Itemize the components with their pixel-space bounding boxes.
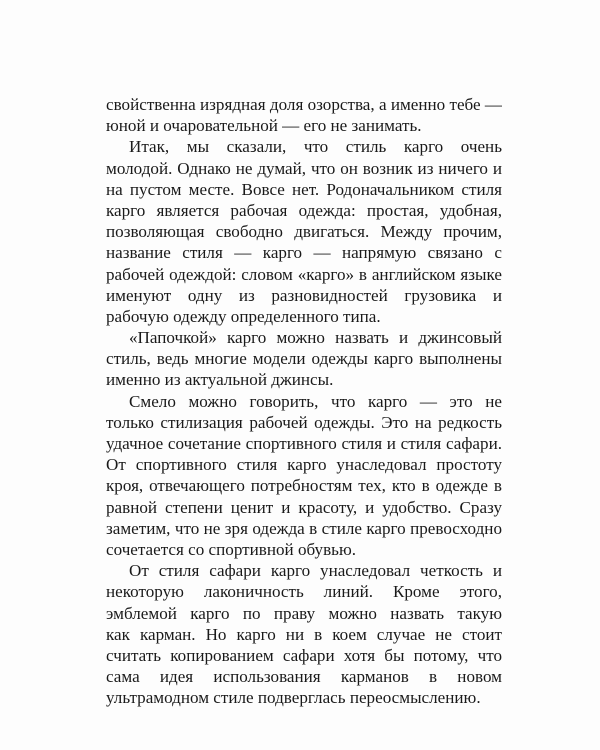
text-line: именуют одну из разновидностей грузовика и — [106, 285, 502, 305]
text-line: сочетается со спортивной обувью. — [106, 539, 356, 559]
text-line: ультрамодном стиле подверглась переосмыслению. — [106, 688, 481, 708]
text-line: «Папочкой» карго можно назвать и джинсовый — [129, 328, 502, 348]
text-line: Смело можно говорить, что карго — это не — [129, 391, 502, 411]
text-line: эмблемой карго по праву можно назвать такую — [106, 603, 502, 623]
paragraph-3 — [106, 327, 502, 391]
text-line: как карман. Но карго ни в коем случае не стоит — [106, 624, 502, 644]
text-line: От спортивного стиля карго унаследовал простоту — [106, 455, 502, 475]
paragraph-4 — [106, 391, 502, 561]
text-line: название стиля — карго — напрямую связано с — [106, 243, 502, 263]
text-line: карго является рабочая одежда: простая, удобная, — [106, 200, 502, 220]
paragraph-1 — [106, 94, 502, 136]
body-text — [106, 94, 502, 708]
text-line: некоторую лаконичность линий. Кроме этого, — [106, 582, 502, 602]
text-line: юной и очаровательной — его не занимать. — [106, 116, 422, 136]
text-line: молодой. Однако не думай, что он возник из ничего и — [106, 158, 502, 178]
text-line: сама идея использования карманов в новом — [106, 667, 502, 687]
text-line: стиль, ведь многие модели одежды карго выполнены — [106, 349, 502, 369]
text-line: заметим, что не зря одежда в стиле карго превосходно — [106, 518, 502, 538]
text-line: на пустом месте. Вовсе нет. Родоначальником стиля — [106, 179, 502, 199]
text-line: рабочей одеждой: словом «карго» в английском языке — [106, 264, 502, 284]
text-line: удачное сочетание спортивного стиля и стиля сафари. — [106, 434, 502, 453]
text-line: позволяющая свободно двигаться. Между прочим, — [106, 222, 502, 242]
text-line: От стиля сафари карго унаследовал четкость и — [129, 561, 502, 581]
text-line: равной степени ценит и красоту, и удобство. Сразу — [106, 497, 502, 517]
text-line: рабочую одежду определенного типа. — [106, 306, 381, 326]
text-line: считать копированием сафари хотя бы потому, что — [106, 645, 502, 665]
text-line: Итак, мы сказали, что стиль карго очень — [129, 137, 502, 157]
text-line: только стилизация рабочей одежды. Это на редкость — [106, 412, 502, 432]
text-line: кроя, отвечающего потребностям тех, кто в одежде в — [106, 476, 502, 496]
paragraph-5 — [106, 560, 502, 708]
text-line: свойственна изрядная доля озорства, а именно тебе — — [106, 95, 502, 114]
text-line: именно из актуальной джинсы. — [106, 370, 334, 390]
paragraph-2 — [106, 136, 502, 327]
